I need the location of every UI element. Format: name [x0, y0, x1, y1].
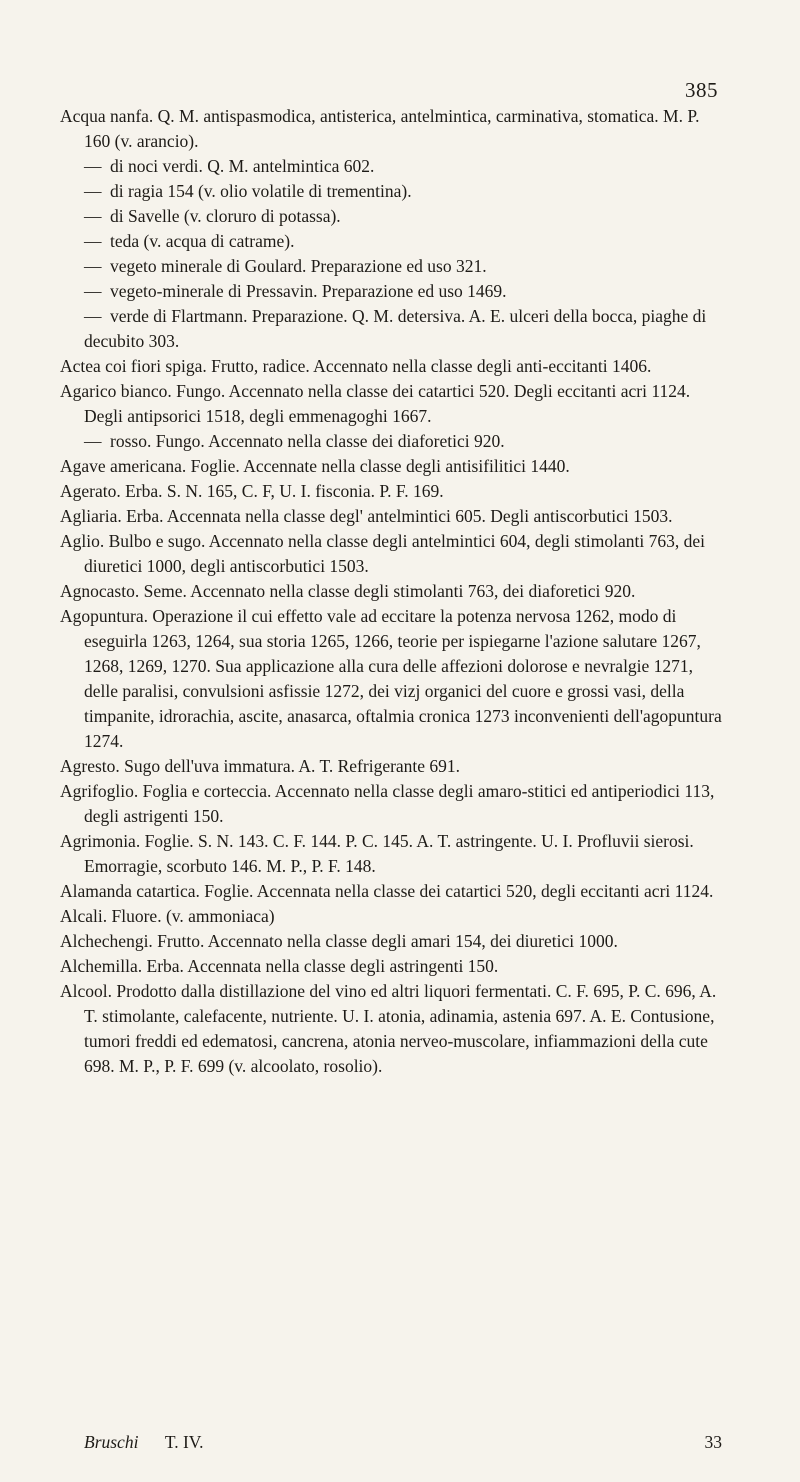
subentry-dash: — — [84, 431, 102, 451]
subentry-dash: — — [84, 181, 102, 201]
entry-text: Aglio. Bulbo e sugo. Accennato nella classe degli antelmintici 604, degli stimolanti 763, dei diuretici 1000, degli antiscorbutici 1503. — [60, 531, 705, 576]
volume-mark: T. IV. — [164, 1432, 204, 1452]
index-entry — [60, 604, 730, 754]
page-footer — [84, 1430, 730, 1455]
index-entry — [60, 754, 730, 779]
entry-text: Agliaria. Erba. Accennata nella classe degl' antelmintici 605. Degli antiscorbutici 1503. — [60, 506, 673, 526]
index-entry — [60, 104, 730, 154]
entry-text: Agerato. Erba. S. N. 165, C. F, U. I. fisconia. P. F. 169. — [60, 481, 444, 501]
subentry-dash: — — [84, 256, 102, 276]
subentry-dash: — — [84, 156, 102, 176]
index-entry — [60, 879, 730, 904]
entry-text: Agarico bianco. Fungo. Accennato nella classe dei catartici 520. Degli eccitanti acri 1124. Degli antipsorici 1518, degli emmenagoghi 1667. — [60, 381, 691, 426]
entry-text: Agave americana. Foglie. Accennate nella classe degli antisifilitici 1440. — [60, 456, 570, 476]
subentry-dash: — — [84, 281, 102, 301]
index-subentry — [60, 304, 730, 354]
index-entry — [60, 504, 730, 529]
index-subentry — [60, 229, 730, 254]
index-entry — [60, 454, 730, 479]
index-entry — [60, 954, 730, 979]
index-entry — [60, 479, 730, 504]
entry-text: Acqua nanfa. Q. M. antispasmodica, antisterica, antelmintica, carminativa, stomatica. M. P. 160 (v. arancio). — [60, 106, 700, 151]
entry-text: rosso. Fungo. Accennato nella classe dei diaforetici 920. — [110, 431, 505, 451]
index-entry — [60, 379, 730, 429]
entry-text: Agresto. Sugo dell'uva immatura. A. T. Refrigerante 691. — [60, 756, 461, 776]
entry-text: Alchemilla. Erba. Accennata nella classe degli astringenti 150. — [60, 956, 499, 976]
index-entries — [60, 104, 730, 1079]
index-entry — [60, 779, 730, 829]
index-subentry — [60, 429, 730, 454]
index-entry — [60, 354, 730, 379]
entry-text: Alcool. Prodotto dalla distillazione del vino ed altri liquori fermentati. C. F. 695, P. C. 696, A. T. stimolante, calefacente, nutriente. U. I. atonia, adinamia, astenia 697. A. E. Contusione, tumori freddi ed edematosi, cancrena, atonia nerveo-muscolare, infiammazioni della cute 698. M. P., P. F. 699 (v. alcoolato, rosolio). — [60, 981, 717, 1076]
entry-text: Agrimonia. Foglie. S. N. 143. C. F. 144. P. C. 145. A. T. astringente. U. I. Profluvii sierosi. Emorragie, scorbuto 146. M. P., P. F. 148. — [60, 831, 694, 876]
entry-text: verde di Flartmann. Preparazione. Q. M. detersiva. A. E. ulceri della bocca, piaghe di decubito 303. — [84, 306, 707, 351]
entry-text: vegeto-minerale di Pressavin. Preparazione ed uso 1469. — [110, 281, 507, 301]
index-entry — [60, 829, 730, 879]
index-subentry — [60, 204, 730, 229]
subentry-dash: — — [84, 231, 102, 251]
entry-text: di Savelle (v. cloruro di potassa). — [110, 206, 341, 226]
entry-text: Alamanda catartica. Foglie. Accennata nella classe dei catartici 520, degli eccitanti acri 1124. — [60, 881, 714, 901]
index-subentry — [60, 279, 730, 304]
subentry-dash: — — [84, 206, 102, 226]
index-entry — [60, 904, 730, 929]
entry-text: Actea coi fiori spiga. Frutto, radice. Accennato nella classe degli anti-eccitanti 1406. — [60, 356, 652, 376]
index-entry — [60, 579, 730, 604]
printer-signature: Bruschi — [84, 1432, 139, 1452]
entry-text: Agrifoglio. Foglia e corteccia. Accennato nella classe degli amaro-stitici ed antiperiodici 113, degli astrigenti 150. — [60, 781, 715, 826]
entry-text: Alcali. Fluore. (v. ammoniaca) — [60, 906, 275, 926]
entry-text: vegeto minerale di Goulard. Preparazione ed uso 321. — [110, 256, 487, 276]
index-subentry — [60, 154, 730, 179]
entry-text: di noci verdi. Q. M. antelmintica 602. — [110, 156, 375, 176]
entry-text: di ragia 154 (v. olio volatile di trementina). — [110, 181, 412, 201]
entry-text: Agnocasto. Seme. Accennato nella classe degli stimolanti 763, dei diaforetici 920. — [60, 581, 636, 601]
subentry-dash: — — [84, 306, 102, 326]
index-entry — [60, 929, 730, 954]
entry-text: Alchechengi. Frutto. Accennato nella classe degli amari 154, dei diuretici 1000. — [60, 931, 618, 951]
entry-text: teda (v. acqua di catrame). — [110, 231, 295, 251]
entry-text: Agopuntura. Operazione il cui effetto vale ad eccitare la potenza nervosa 1262, modo di eseguirla 1263, 1264, sua storia 1265, 1266, teorie per ispiegarne l'azione salutare 1267, 1268, 1269, 1270. Sua applicazione alla cura delle affezioni dolorose e nevralgie 1271, delle paralisi, convulsioni asfissie 1272, dei vizj organici del cuore e grossi vasi, della timpanite, idrorachia, ascite, anasarca, oftalmia cronica 1273 inconvenienti dell'agopuntura 1274. — [60, 606, 722, 751]
index-entry — [60, 979, 730, 1079]
index-subentry — [60, 179, 730, 204]
index-entry — [60, 529, 730, 579]
index-subentry — [60, 254, 730, 279]
sheet-number: 33 — [704, 1432, 722, 1452]
page-number: 385 — [685, 78, 718, 102]
